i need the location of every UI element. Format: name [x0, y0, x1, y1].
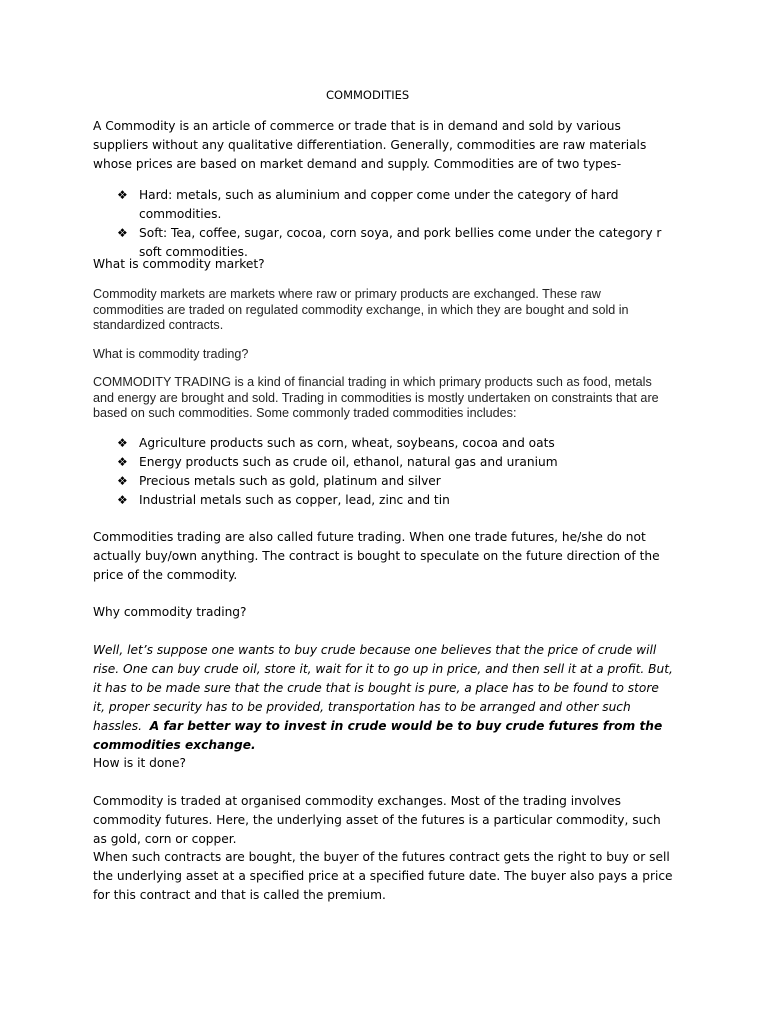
commodity-types-list [93, 186, 673, 262]
intro-paragraph: A Commodity is an article of commerce or trade that is in demand and sold by various suppliers without any qualitative differentiation. Generally, commodities are raw materials whose prices are based on market demand and supply. Commodities are of two types- [93, 119, 647, 171]
diamond-bullet-icon: ❖ [117, 455, 128, 469]
diamond-bullet-icon: ❖ [117, 493, 128, 507]
list-item: ❖ Precious metals such as gold, platinum and silver [93, 472, 673, 491]
list-item: ❖ Energy products such as crude oil, ethanol, natural gas and uranium [93, 453, 673, 472]
futures-paragraph: Commodities trading are also called future trading. When one trade futures, he/she do not actually buy/own anything. The contract is bought to speculate on the future direction of the price of the commodity. [93, 530, 660, 582]
how-paragraph-1: Commodity is traded at organised commodity exchanges. Most of the trading involves commodity futures. Here, the underlying asset of the futures is a particular commodity, such as gold, corn or copper. [93, 794, 661, 846]
list-item: ❖ Agriculture products such as corn, wheat, soybeans, cocoa and oats [93, 434, 673, 453]
diamond-bullet-icon: ❖ [117, 436, 128, 450]
heading-commodity-trading: What is commodity trading? [93, 347, 249, 361]
why-trading-paragraph: Well, let’s suppose one wants to buy crude because one believes that the price of crude will rise. One can buy crude oil, store it, wait for it to go up in price, and then sell it at a profit. But, it has to be made sure that the crude that is bought is pure, a place has to be found to store it, proper security has to be provided, transportation has to be arranged and other such hassles. A far better way to invest in crude would be to buy crude futures from the commodities exchange. [93, 643, 673, 752]
how-paragraph-2: When such contracts are bought, the buyer of the futures contract gets the right to buy or sell the underlying asset at a specified price at a specified future date. The buyer also pays a price for this contract and that is called the premium. [93, 850, 673, 902]
heading-why-trading: Why commodity trading? [93, 605, 247, 619]
heading-how-done: How is it done? [93, 756, 186, 770]
heading-commodity-market: What is commodity market? [93, 257, 265, 271]
list-item: ❖ Soft: Tea, coffee, sugar, cocoa, corn soya, and pork bellies come under the category r soft commodities. [117, 226, 662, 259]
diamond-bullet-icon: ❖ [117, 474, 128, 488]
list-item: ❖ Industrial metals such as copper, lead, zinc and tin [93, 491, 673, 510]
commodity-trading-paragraph: COMMODITY TRADING is a kind of financial trading in which primary products such as food, metals and energy are brought and sold. Trading in commodities is mostly undertaken on constraints that are based on such commodities. Some commonly traded commodities includes: [93, 375, 659, 420]
commodity-market-paragraph: Commodity markets are markets where raw or primary products are exchanged. These raw commodities are traded on regulated commodity exchange, in which they are bought and sold in standardized contracts. [93, 287, 629, 332]
diamond-bullet-icon: ❖ [117, 188, 128, 202]
diamond-bullet-icon: ❖ [117, 226, 128, 240]
traded-commodities-list [93, 434, 673, 510]
page-title: COMMODITIES [326, 88, 410, 102]
list-item: ❖ Hard: metals, such as aluminium and copper come under the category of hard commodities. [117, 188, 619, 221]
